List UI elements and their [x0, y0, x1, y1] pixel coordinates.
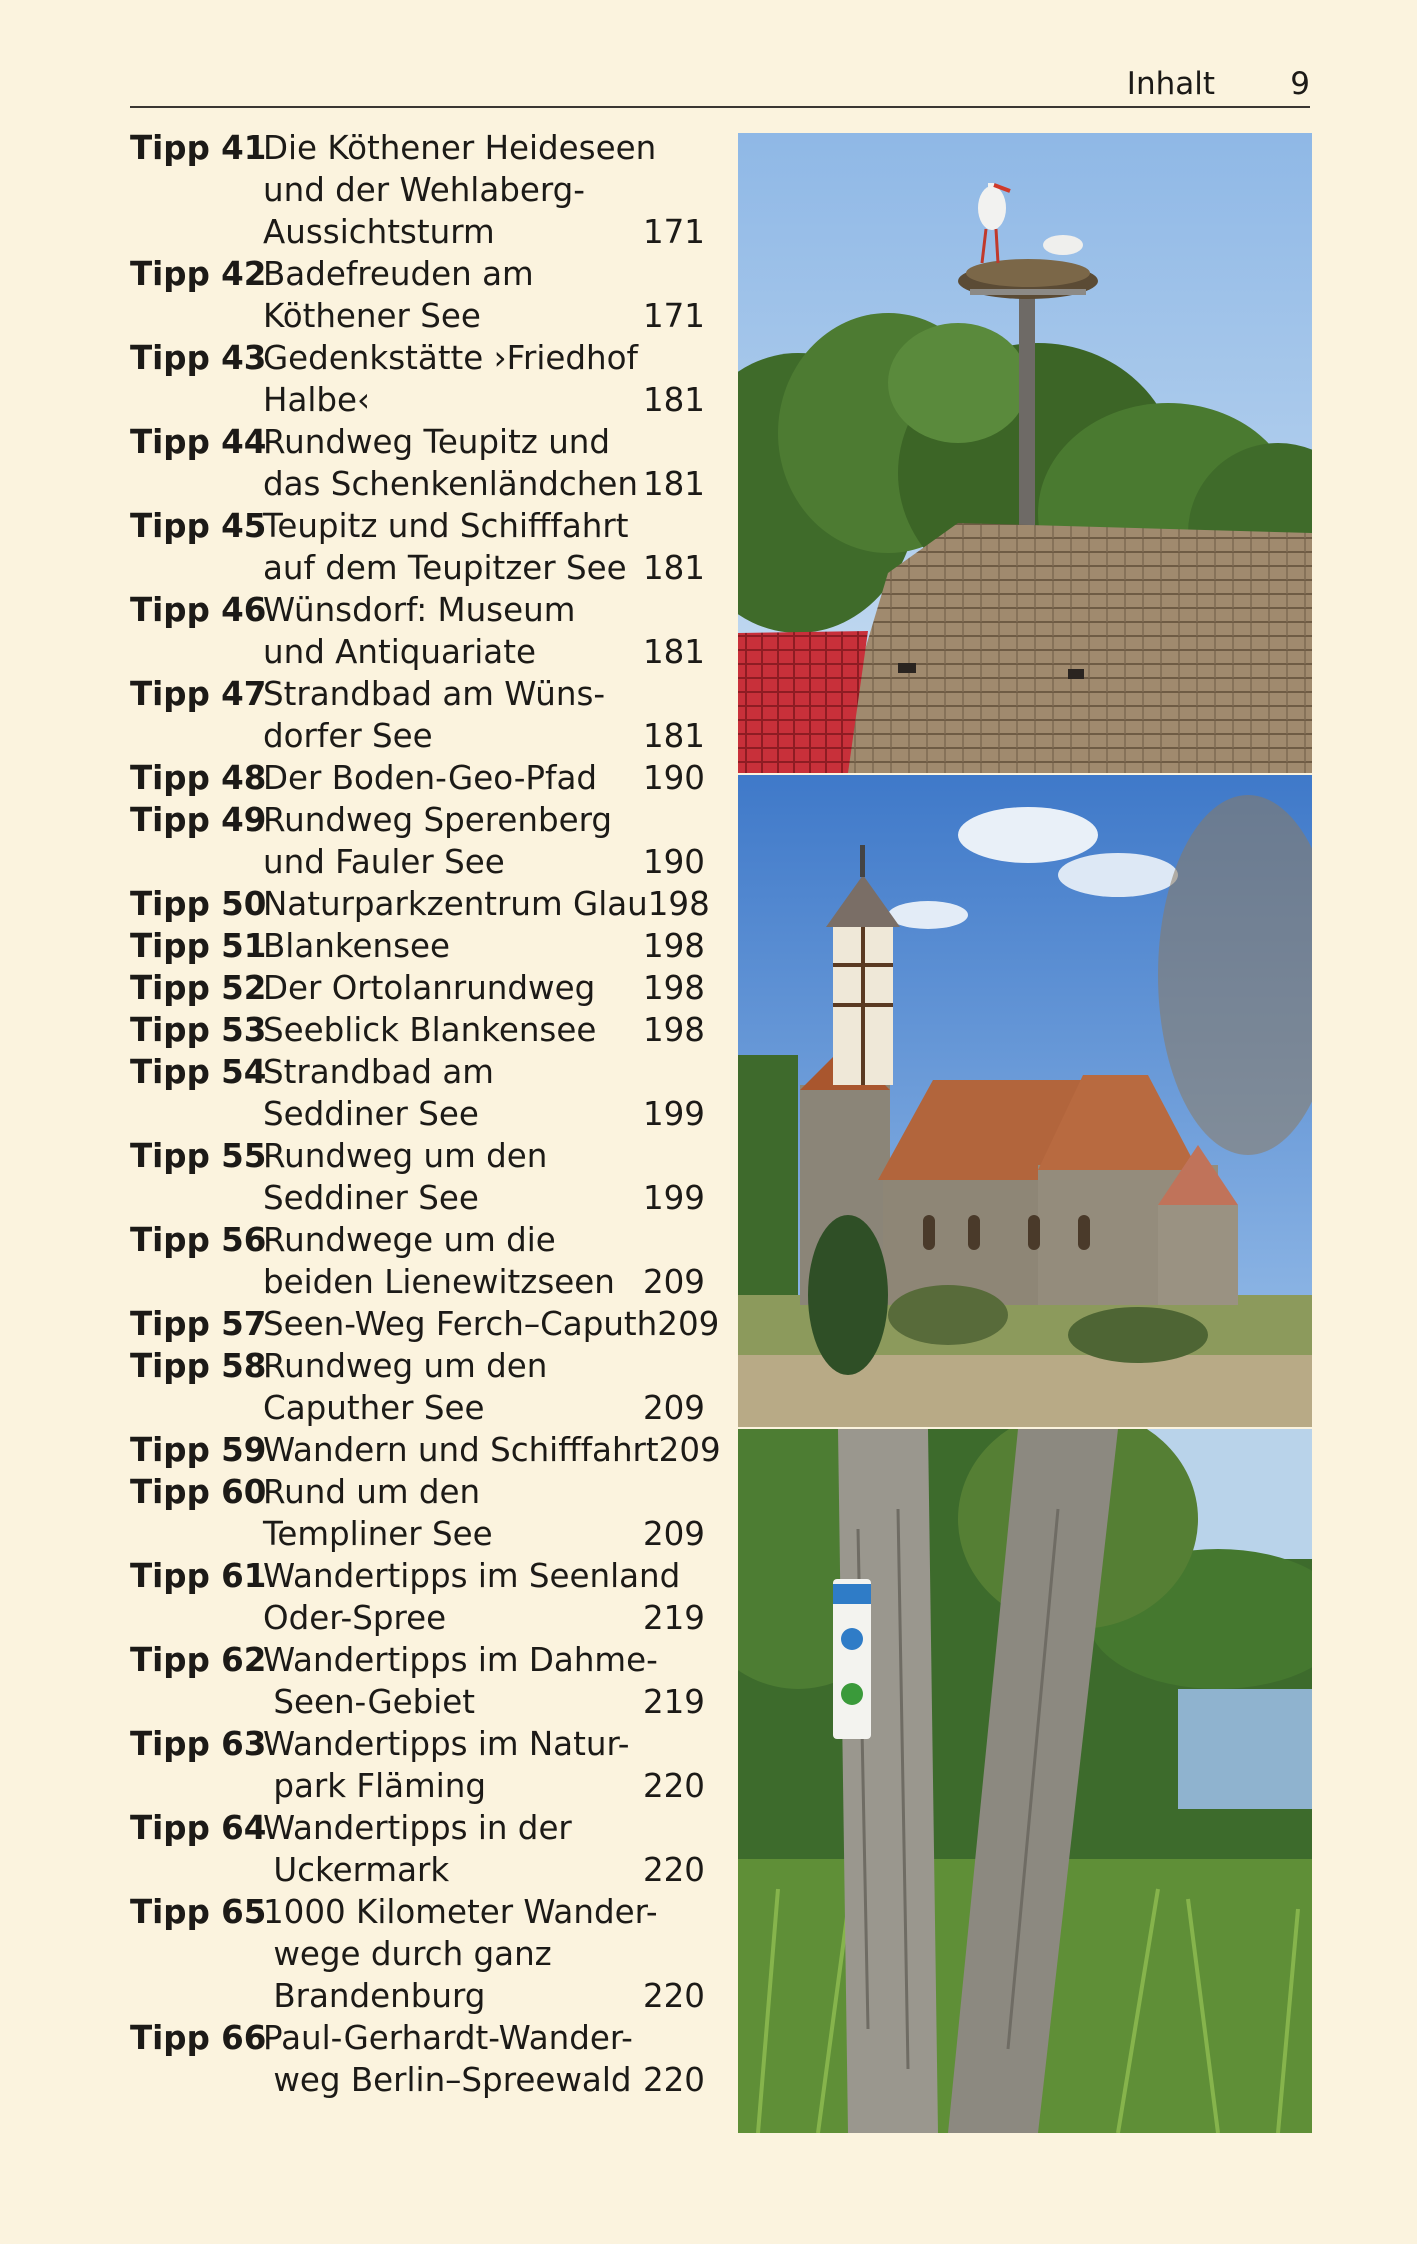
- toc-entry-title-line: Seddiner See: [263, 1179, 479, 1217]
- toc-entry-title-line: Blankensee: [263, 927, 451, 965]
- toc-entry: [130, 337, 705, 421]
- toc-entry-label: Tipp 61: [130, 1557, 267, 1595]
- photo-stork-nest: [738, 133, 1312, 773]
- toc-entry: [130, 883, 710, 925]
- toc-entry-label: Tipp 63: [130, 1725, 267, 1763]
- toc-entry-label: Tipp 65: [130, 1893, 267, 1931]
- toc-entry-page: 219: [642, 1599, 705, 1637]
- toc-entry: [130, 1345, 705, 1429]
- toc-entry-title-line: Seeblick Blankensee: [263, 1011, 597, 1049]
- toc-entry-label: Tipp 62: [130, 1641, 267, 1679]
- toc-entry-page: 198: [642, 927, 705, 965]
- toc-entry-title-line: Halbe‹: [263, 381, 371, 419]
- toc-entry-title-line: Seddiner See: [263, 1095, 479, 1133]
- toc-entry-label: Tipp 41: [130, 129, 267, 167]
- toc-entry-page: 181: [642, 549, 705, 587]
- toc-entry-title-line: Rundweg Teupitz und: [263, 423, 611, 461]
- toc-entry-label: Tipp 66: [130, 2019, 267, 2057]
- toc-entry: [130, 1723, 705, 1807]
- toc-entry-title-line: und der Wehlaberg-: [263, 171, 586, 209]
- toc-entry-title-line: Wünsdorf: Museum: [263, 591, 576, 629]
- toc-entry-title-line: das Schenkenländchen: [263, 465, 638, 503]
- table-of-contents: [130, 127, 721, 2101]
- toc-entry-page: 209: [657, 1305, 720, 1343]
- toc-entry: [130, 1303, 720, 1345]
- toc-entry-title-line: und Fauler See: [263, 843, 505, 881]
- toc-entry-title-line: Seen-Gebiet: [263, 1683, 476, 1721]
- toc-entry: [130, 2017, 705, 2101]
- toc-entry-label: Tipp 50: [130, 885, 267, 923]
- toc-entry-title-line: Rundweg um den: [263, 1347, 548, 1385]
- toc-entry-page: 181: [642, 717, 705, 755]
- photo-village-church: [738, 775, 1312, 1427]
- toc-entry-label: Tipp 44: [130, 423, 267, 461]
- toc-entry-label: Tipp 49: [130, 801, 267, 839]
- toc-entry-title-line: Rund um den: [263, 1473, 481, 1511]
- toc-entry-page: 198: [642, 1011, 705, 1049]
- toc-entry: [130, 1009, 705, 1051]
- toc-entry-page: 209: [658, 1431, 721, 1469]
- section-title: Inhalt: [1126, 66, 1215, 102]
- toc-entry-title-line: Brandenburg: [263, 1977, 486, 2015]
- toc-entry-page: 171: [642, 213, 705, 251]
- toc-entry: [130, 1051, 705, 1135]
- toc-entry-title-line: Templiner See: [263, 1515, 493, 1553]
- toc-entry-title-line: Strandbad am Wüns-: [263, 675, 606, 713]
- toc-entry-title-line: Rundwege um die: [263, 1221, 556, 1259]
- toc-entry: [130, 757, 705, 799]
- toc-entry: [130, 1807, 705, 1891]
- toc-entry-label: Tipp 64: [130, 1809, 267, 1847]
- toc-entry-label: Tipp 56: [130, 1221, 267, 1259]
- toc-entry-title-line: Wandern und Schifffahrt: [263, 1431, 659, 1469]
- toc-entry: [130, 127, 705, 253]
- toc-entry-page: 181: [642, 633, 705, 671]
- toc-entry: [130, 1891, 705, 2017]
- toc-entry-title-line: Naturparkzentrum Glau: [263, 885, 648, 923]
- toc-entry-title-line: Rundweg um den: [263, 1137, 548, 1175]
- toc-entry-page: 199: [642, 1095, 705, 1133]
- toc-entry-page: 181: [642, 381, 705, 419]
- toc-entry-label: Tipp 51: [130, 927, 267, 965]
- toc-entry-page: 171: [642, 297, 705, 335]
- toc-entry-label: Tipp 55: [130, 1137, 267, 1175]
- toc-entry-page: 209: [642, 1263, 705, 1301]
- toc-entry-label: Tipp 58: [130, 1347, 267, 1385]
- toc-entry-title-line: Wandertipps im Natur-: [263, 1725, 630, 1763]
- toc-entry-page: 209: [642, 1515, 705, 1553]
- toc-entry-page: 219: [642, 1683, 705, 1721]
- toc-entry-page: 220: [642, 1851, 705, 1889]
- toc-entry-page: 181: [642, 465, 705, 503]
- toc-entry-title-line: Gedenkstätte ›Friedhof: [263, 339, 638, 377]
- toc-entry-label: Tipp 54: [130, 1053, 267, 1091]
- photo-trail-trees: [738, 1429, 1312, 2133]
- toc-entry-title-line: Köthener See: [263, 297, 481, 335]
- toc-entry-title-line: Teupitz und Schifffahrt: [263, 507, 629, 545]
- toc-entry-page: 199: [642, 1179, 705, 1217]
- toc-entry-title-line: Rundweg Sperenberg: [263, 801, 613, 839]
- toc-entry-title-line: auf dem Teupitzer See: [263, 549, 627, 587]
- toc-entry-page: 190: [642, 843, 705, 881]
- toc-entry-label: Tipp 45: [130, 507, 267, 545]
- toc-entry: [130, 253, 705, 337]
- toc-entry-title-line: wege durch ganz: [263, 1935, 552, 1973]
- toc-entry-title-line: und Antiquariate: [263, 633, 536, 671]
- toc-entry: [130, 925, 705, 967]
- toc-entry: [130, 1135, 705, 1219]
- toc-entry-page: 198: [647, 885, 710, 923]
- toc-entry-page: 220: [642, 1767, 705, 1805]
- toc-entry-label: Tipp 46: [130, 591, 267, 629]
- toc-entry-label: Tipp 47: [130, 675, 267, 713]
- photo-column: [738, 133, 1312, 2133]
- toc-entry: [130, 1639, 705, 1723]
- toc-entry-title-line: Die Köthener Heideseen: [263, 129, 657, 167]
- toc-entry-label: Tipp 53: [130, 1011, 267, 1049]
- toc-entry-title-line: Wandertipps im Dahme-: [263, 1641, 658, 1679]
- toc-entry-title-line: Badefreuden am: [263, 255, 534, 293]
- toc-entry: [130, 1429, 721, 1471]
- toc-entry-title-line: Aussichtsturm: [263, 213, 495, 251]
- toc-entry-title-line: dorfer See: [263, 717, 433, 755]
- page-header: [130, 62, 1310, 108]
- toc-entry-page: 209: [642, 1389, 705, 1427]
- toc-entry-label: Tipp 43: [130, 339, 267, 377]
- page-number: 9: [1290, 66, 1310, 102]
- toc-entry-title-line: 1000 Kilometer Wander-: [263, 1893, 658, 1931]
- toc-entry-title-line: Wandertipps im Seenland: [263, 1557, 681, 1595]
- toc-entry-title-line: Der Boden-Geo-Pfad: [263, 759, 598, 797]
- toc-entry-title-line: Seen-Weg Ferch–Caputh: [263, 1305, 658, 1343]
- toc-entry-title-line: Strandbad am: [263, 1053, 494, 1091]
- toc-entry-label: Tipp 48: [130, 759, 267, 797]
- toc-entry-title-line: beiden Lienewitzseen: [263, 1263, 615, 1301]
- toc-entry-label: Tipp 57: [130, 1305, 267, 1343]
- toc-entry-title-line: Caputher See: [263, 1389, 485, 1427]
- toc-entry: [130, 673, 705, 757]
- toc-entry: [130, 589, 705, 673]
- toc-entry-page: 190: [642, 759, 705, 797]
- toc-entry-title-line: Paul-Gerhardt-Wander-: [263, 2019, 633, 2057]
- toc-entry-label: Tipp 52: [130, 969, 267, 1007]
- toc-entry-page: 198: [642, 969, 705, 1007]
- toc-entry-title-line: park Fläming: [263, 1767, 486, 1805]
- toc-entry-title-line: Uckermark: [263, 1851, 450, 1889]
- toc-entry-title-line: Oder-Spree: [263, 1599, 447, 1637]
- toc-entry-title-line: Der Ortolanrundweg: [263, 969, 596, 1007]
- toc-entry: [130, 967, 705, 1009]
- toc-entry-label: Tipp 59: [130, 1431, 267, 1469]
- toc-entry-label: Tipp 42: [130, 255, 267, 293]
- toc-entry-title-line: weg Berlin–Spreewald: [263, 2061, 632, 2099]
- toc-entry: [130, 505, 705, 589]
- toc-entry-page: 220: [642, 1977, 705, 2015]
- toc-entry-page: 220: [642, 2061, 705, 2099]
- toc-entry: [130, 1219, 705, 1303]
- toc-entry-title-line: Wandertipps in der: [263, 1809, 572, 1847]
- toc-entry: [130, 421, 705, 505]
- toc-entry: [130, 799, 705, 883]
- toc-entry: [130, 1471, 705, 1555]
- toc-entry: [130, 1555, 705, 1639]
- toc-entry-label: Tipp 60: [130, 1473, 267, 1511]
